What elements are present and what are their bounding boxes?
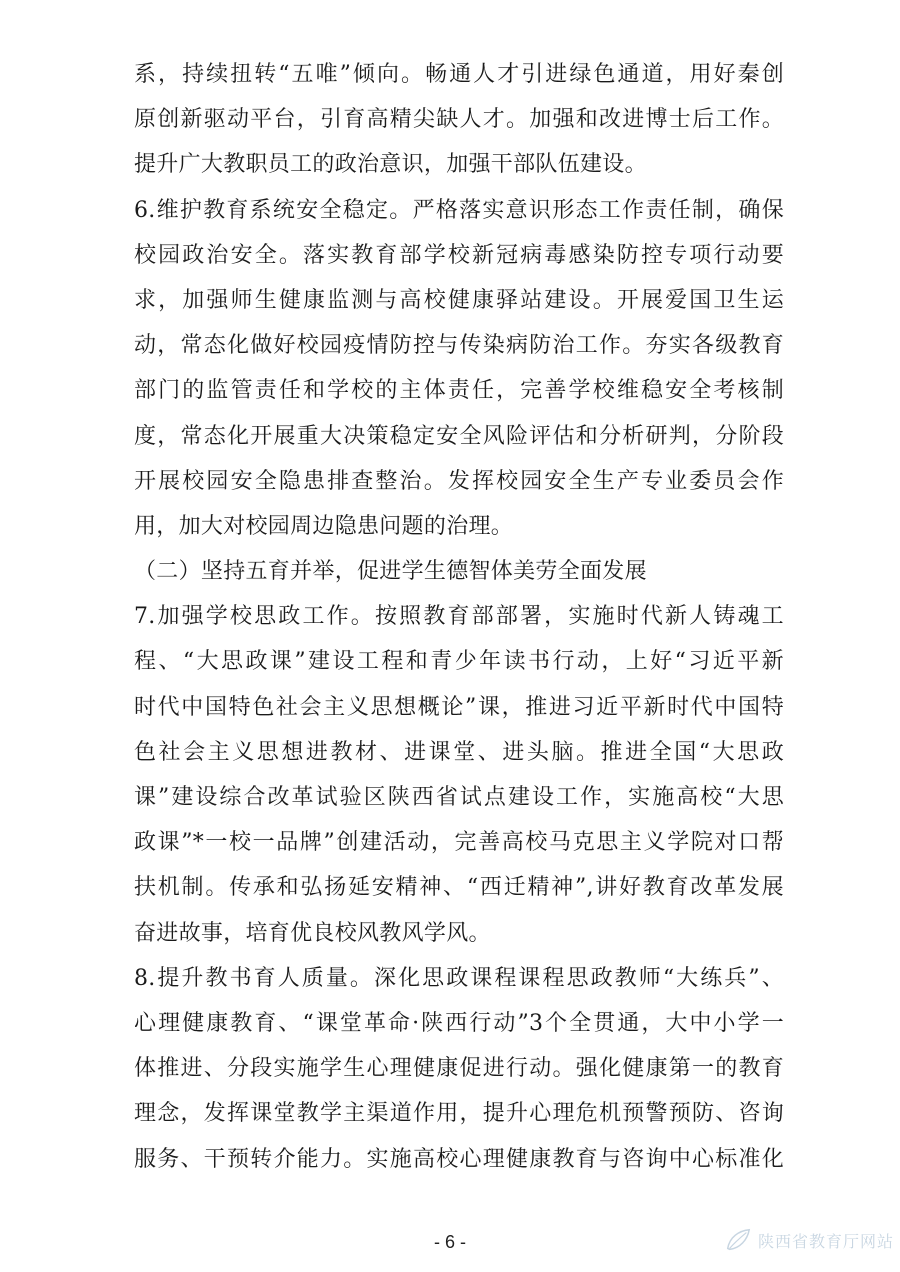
text-line: 政课”*一校一品牌”创建活动，完善高校马克思主义学院对口帮 bbox=[134, 830, 784, 856]
text-line: 程、“大思政课”建设工程和青少年读书行动，上好“习近平新 bbox=[134, 649, 784, 675]
text-line: 奋进故事，培育优良校风教风学风。 bbox=[134, 920, 491, 946]
text-line: 提升广大教职员工的政治意识，加强干部队伍建设。 bbox=[134, 152, 647, 178]
text-line: 课”建设综合改革试验区陕西省试点建设工作，实施高校“大思 bbox=[134, 785, 784, 810]
text-line: 扶机制。传承和弘扬延安精神、“西迁精神”,讲好教育改革发展 bbox=[134, 875, 784, 901]
leaf-logo-icon bbox=[724, 1225, 752, 1255]
text-line: 校园政治安全。落实教育部学校新冠病毒感染防控专项行动要 bbox=[134, 242, 784, 268]
text-line: 心理健康教育、“课堂革命·陕西行动”3个全贯通，大中小学一 bbox=[134, 1010, 784, 1036]
text-line: 6.维护教育系统安全稳定。严格落实意识形态工作责任制，确保 bbox=[134, 197, 784, 223]
text-line: 动，常态化做好校园疫情防控与传染病防治工作。夯实各级教育 bbox=[134, 333, 784, 359]
section-heading: （二）坚持五育并举，促进学生德智体美劳全面发展 bbox=[134, 559, 647, 585]
text-line: 度，常态化开展重大决策稳定安全风险评估和分析研判，分阶段 bbox=[134, 423, 784, 449]
text-line: 求，加强师生健康监测与高校健康驿站建设。开展爱国卫生运 bbox=[134, 287, 784, 313]
text-line: 体推进、分段实施学生心理健康促进行动。强化健康第一的教育 bbox=[134, 1056, 784, 1082]
text-line: 色社会主义思想进教材、进课堂、进头脑。推进全国“大思政 bbox=[134, 739, 784, 765]
body-text bbox=[134, 52, 784, 1182]
text-line: 原创新驱动平台，引育高精尖缺人才。加强和改进博士后工作。 bbox=[134, 107, 784, 133]
text-line: 时代中国特色社会主义思想概论”课，推进习近平新时代中国特 bbox=[134, 694, 784, 720]
text-line: 部门的监管责任和学校的主体责任，完善学校维稳安全考核制 bbox=[134, 378, 784, 404]
text-line: 用，加大对校园周边隐患问题的治理。 bbox=[134, 513, 514, 539]
text-line: 系，持续扭转“五唯”倾向。畅通人才引进绿色通道，用好秦创 bbox=[134, 62, 784, 87]
text-line: 8.提升教书育人质量。深化思政课程课程思政教师“大练兵”、 bbox=[134, 965, 784, 991]
text-line: 服务、干预转介能力。实施高校心理健康教育与咨询中心标准化 bbox=[134, 1146, 784, 1172]
text-line: 7.加强学校思政工作。按照教育部部署，实施时代新人铸魂工 bbox=[134, 604, 784, 630]
text-line: 开展校园安全隐患排查整治。发挥校园安全生产专业委员会作 bbox=[134, 468, 784, 494]
site-watermark bbox=[724, 1222, 894, 1258]
watermark-text: 陕西省教育厅网站 bbox=[757, 1231, 894, 1251]
page-number: - 6 - bbox=[433, 1232, 466, 1252]
text-line: 理念，发挥课堂教学主渠道作用，提升心理危机预警预防、咨询 bbox=[134, 1101, 784, 1127]
